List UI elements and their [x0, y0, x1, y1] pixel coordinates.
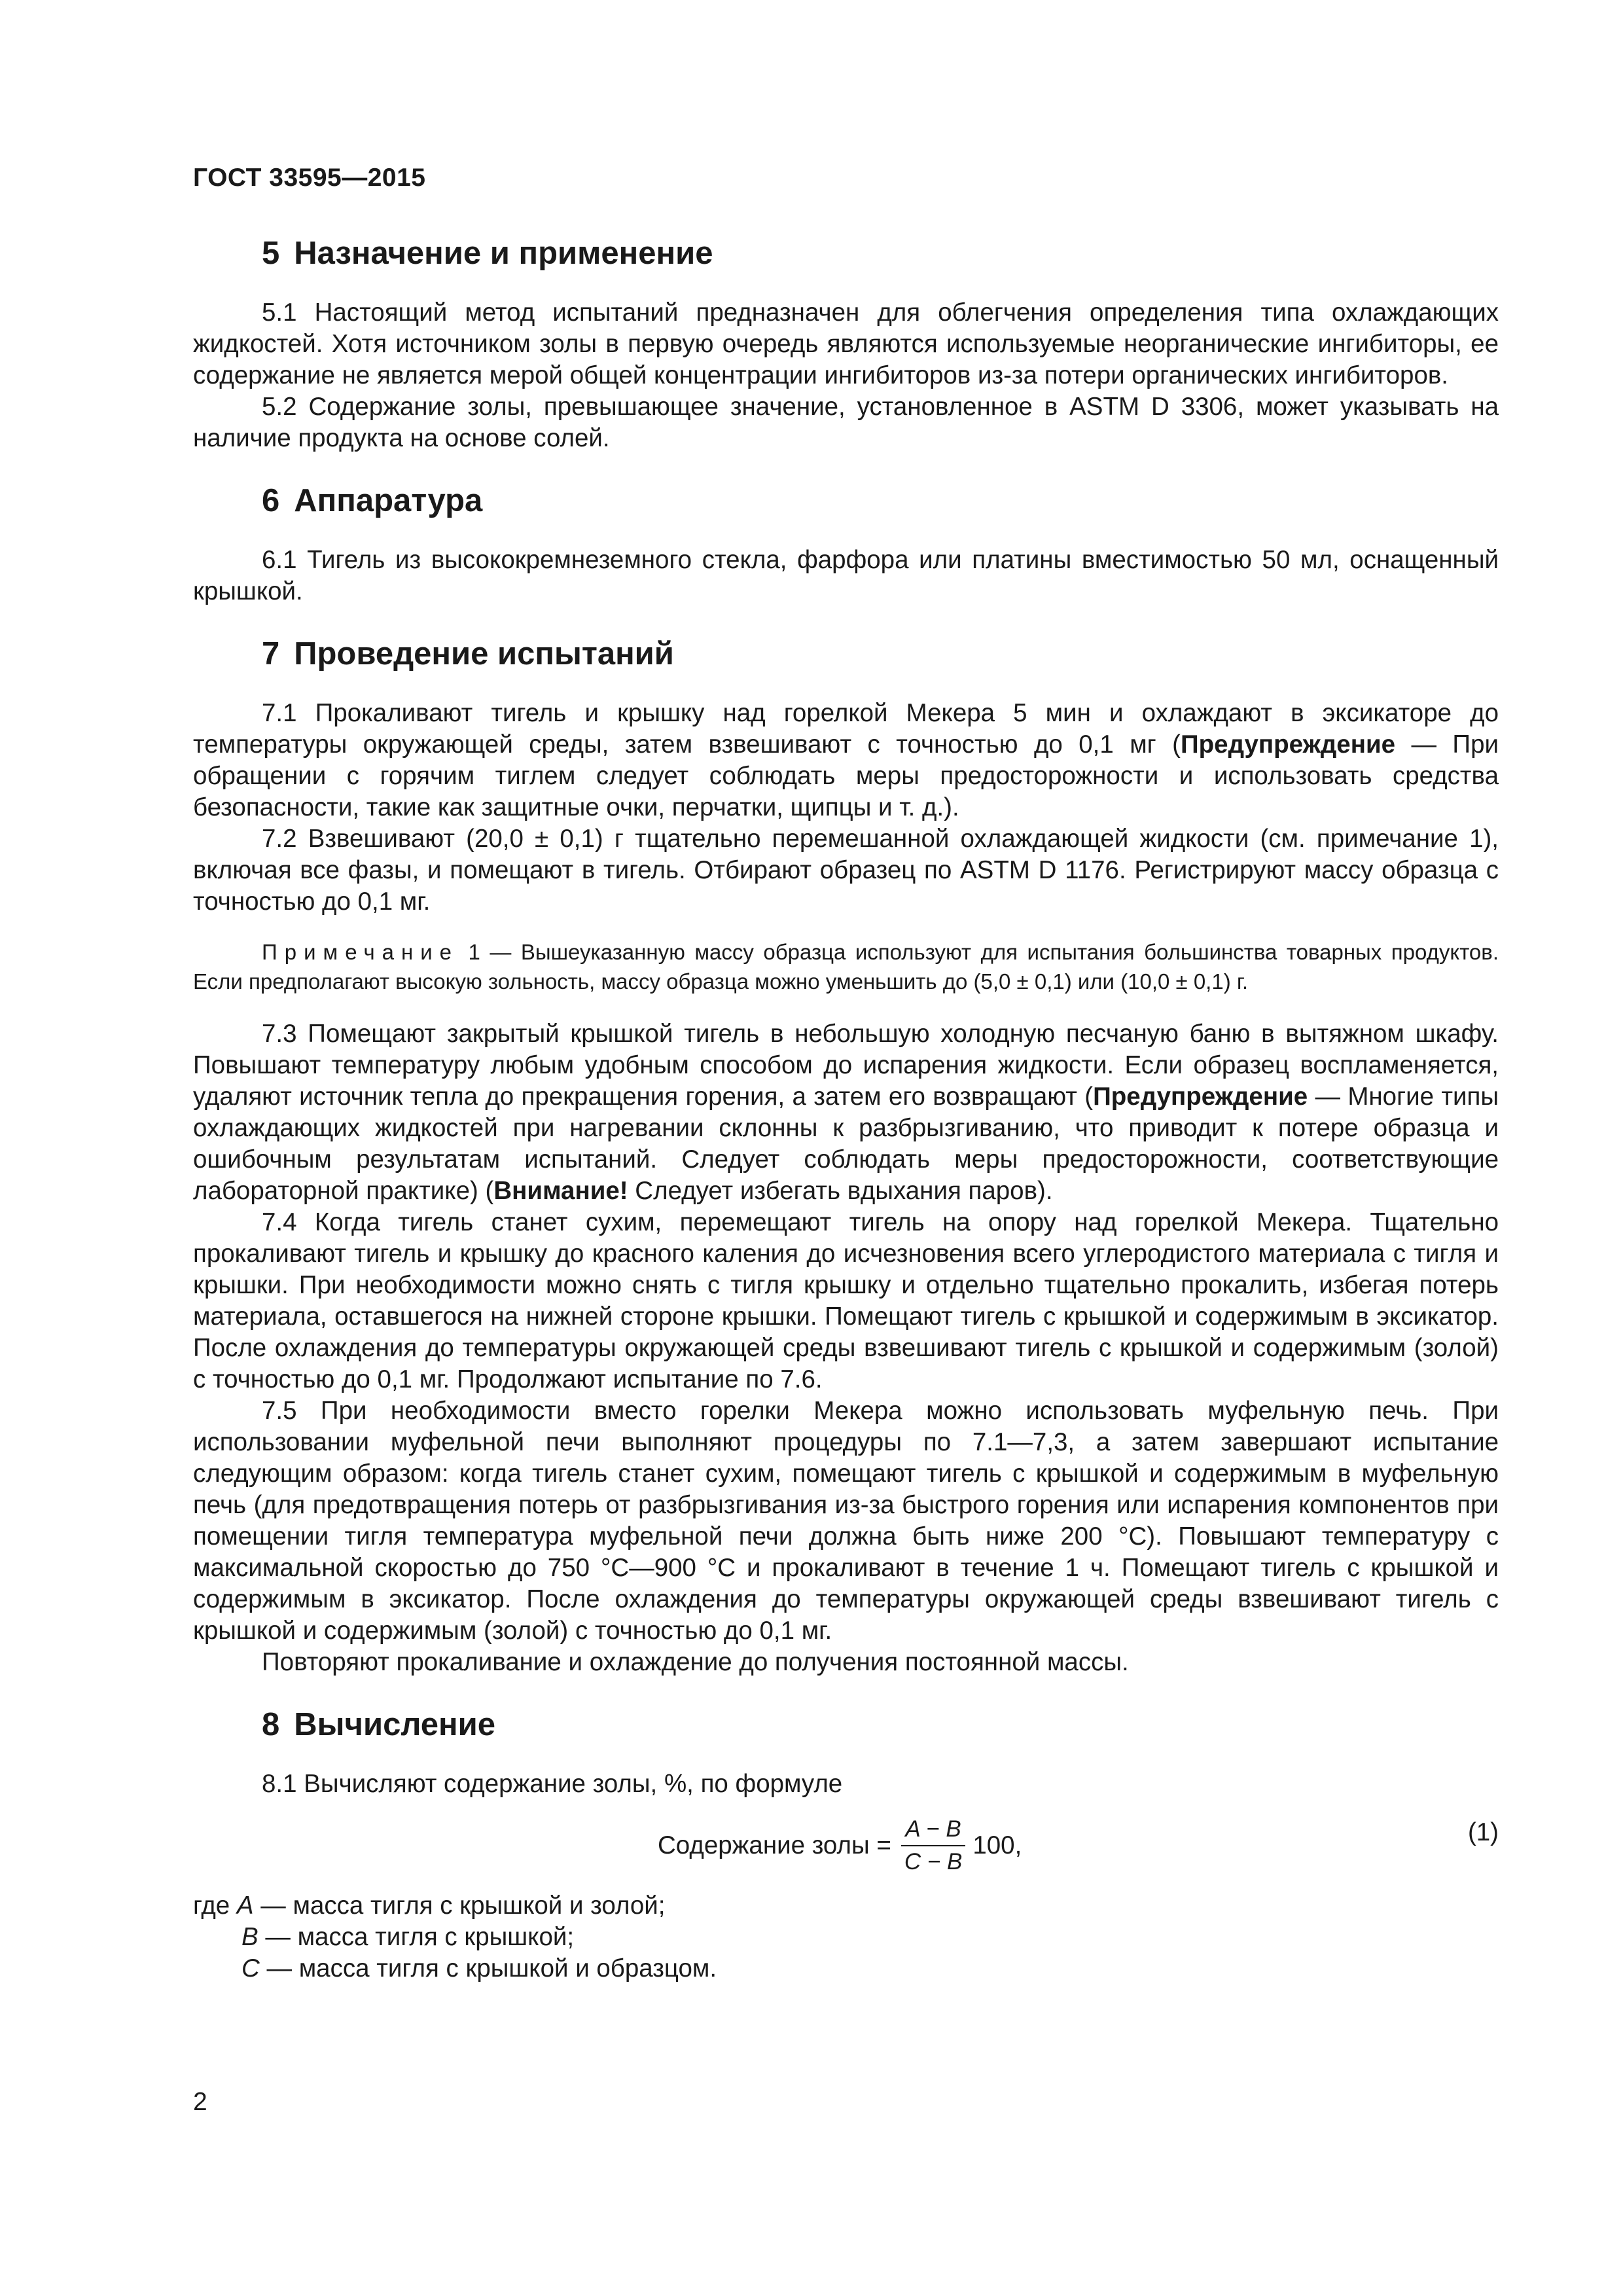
- section-number: 6: [262, 483, 280, 518]
- section-7-body-cont: [193, 1018, 1499, 1678]
- section-title: Проведение испытаний: [294, 636, 674, 672]
- formula-multiplier: 100,: [972, 1831, 1022, 1859]
- section-number: 7: [262, 636, 280, 672]
- variable-description: — масса тигля с крышкой;: [258, 1923, 575, 1951]
- variable-symbol: B: [241, 1923, 259, 1951]
- warning-label: Предупреждение: [1093, 1083, 1308, 1111]
- text-run: 7.3 Помещают закрытый крышкой тигель в небольшую холодную песчаную баню в вытяжном шкафу. Повышают температуру любым удобным способом до испарения жидкости. Если образец воспламеняется, удаляют источник тепла до прекращения горения, а затем его возвращают (: [193, 1020, 1499, 1111]
- section-7-body: [193, 698, 1499, 918]
- section-heading-7: [193, 634, 1499, 674]
- definition-c: [193, 1953, 1499, 1984]
- paragraph-7-5: 7.5 При необходимости вместо горелки Мекера можно использовать муфельную печь. При использовании муфельной печи выполняют процедуры по 7.1—7,3, а затем завершают испытание следующим образом: когда тигель станет сухим, помещают тигель с крышкой и содержимым в муфельную печь (для предотвращения потерь от разбрызгивания из-за быстрого горения или испарения компонентов при помещении тигля температура муфельной печи должна быть ниже 200 °С). Повышают температуру с максимальной скоростью до 750 °С—900 °С и прокаливают в течение 1 ч. Помещают тигель с крышкой и содержимым в эксикатор. После охлаждения до температуры окружающей среды взвешивают тигель с крышкой и содержимым (золой) с точностью до 0,1 мг.: [193, 1397, 1499, 1645]
- variable-symbol: C: [241, 1954, 260, 1982]
- formula-expression: [658, 1813, 1022, 1878]
- section-heading-5: [193, 233, 1499, 274]
- section-heading-8: [193, 1704, 1499, 1745]
- formula-fraction: [901, 1816, 967, 1875]
- note-text: 1 — Вышеуказанную массу образца используют для испытания большинства товарных продуктов. Если предполагают высокую зольность, массу образца можно уменьшить до (5,0 ± 0,1) или (10,0 ± 0,1) г.: [193, 940, 1499, 994]
- document-code: ГОСТ 33595—2015: [193, 164, 426, 192]
- attention-label: Внимание!: [493, 1177, 628, 1205]
- text-run: — При обращении с горячим тиглем следует соблюдать меры предосторожности и использовать средства безопасности, такие как защитные очки, перчатки, щипцы и т. д.).: [193, 730, 1499, 821]
- definition-b: [193, 1922, 1499, 1953]
- text-run: 7.1 Прокаливают тигель и крышку над горелкой Мекера 5 мин и охлаждают в эксикаторе до температуры окружающей среды, затем взвешивают с точностью до 0,1 мг (: [193, 699, 1499, 759]
- paragraph-6-1: 6.1 Тигель из высококремнеземного стекла, фарфора или платины вместимостью 50 мл, оснащенный крышкой.: [193, 546, 1499, 605]
- section-heading-6: [193, 480, 1499, 521]
- note-label: Примечание: [262, 940, 459, 964]
- fraction-numerator: A − B: [901, 1816, 965, 1846]
- note-1: [193, 937, 1499, 996]
- section-title: Аппаратура: [294, 483, 483, 518]
- section-number: 8: [262, 1707, 280, 1742]
- section-title: Вычисление: [294, 1707, 496, 1742]
- paragraph-5-2: 5.2 Содержание золы, превышающее значение, установленное в ASTM D 3306, может указывать на наличие продукта на основе солей.: [193, 393, 1499, 452]
- where-intro: где: [193, 1892, 237, 1920]
- paragraph-8-1: 8.1 Вычисляют содержание золы, %, по формуле: [262, 1770, 843, 1798]
- variable-description: — масса тигля с крышкой и золой;: [253, 1892, 666, 1920]
- text-run: — Многие типы охлаждающих жидкостей при нагревании склонны к разбрызгиванию, что приводит к потере образца и ошибочным результатам испытаний. Следует соблюдать меры предосторожности, соответствующие лабораторной практике) (: [193, 1083, 1499, 1205]
- paragraph-7-1: [193, 698, 1499, 823]
- paragraph-7-4: 7.4 Когда тигель станет сухим, перемещают тигель на опору над горелкой Мекера. Тщательно прокаливают тигель и крышку до красного каления до исчезновения всего углеродистого материала с тигля и крышки. При необходимости можно снять с тигля крышку и отдельно тщательно прокалить, избегая потерь материала, оставшегося на нижней стороне крышки. Помещают тигель с крышкой и содержимым в эксикатор. После охлаждения до температуры окружающей среды взвешивают тигель с крышкой и содержимым (золой) с точностью до 0,1 мг. Продолжают испытание по 7.6.: [193, 1208, 1499, 1393]
- variable-description: — масса тигля с крышкой и образцом.: [259, 1954, 717, 1982]
- page-number: 2: [193, 2088, 207, 2116]
- paragraph-7-3: [193, 1018, 1499, 1207]
- section-5-body: [193, 297, 1499, 454]
- equation-number: (1): [1467, 1818, 1499, 1846]
- section-title: Назначение и применение: [294, 236, 713, 271]
- warning-label: Предупреждение: [1180, 730, 1396, 759]
- formula-1: [193, 1809, 1499, 1881]
- definition-a: [193, 1890, 1499, 1922]
- paragraph-7-5-repeat: Повторяют прокаливание и охлаждение до получения постоянной массы.: [262, 1648, 1129, 1676]
- fraction-denominator: C − B: [904, 1849, 963, 1874]
- page-content: [193, 223, 1499, 1984]
- formula-lhs: Содержание золы =: [658, 1831, 891, 1859]
- section-number: 5: [262, 236, 280, 271]
- variable-definitions: [193, 1890, 1499, 1984]
- paragraph-5-1: 5.1 Настоящий метод испытаний предназначен для облегчения определения типа охлаждающих жидкостей. Хотя источником золы в первую очередь являются используемые неорганические ингибиторы, ее содержание не является мерой общей концентрации ингибиторов из-за потери органических ингибиторов.: [193, 298, 1499, 389]
- paragraph-7-2: 7.2 Взвешивают (20,0 ± 0,1) г тщательно перемешанной охлаждающей жидкости (см. примечание 1), включая все фазы, и помещают в тигель. Отбирают образец по ASTM D 1176. Регистрируют массу образца с точностью до 0,1 мг.: [193, 825, 1499, 916]
- section-8-body: [193, 1768, 1499, 1800]
- variable-symbol: A: [236, 1892, 254, 1920]
- text-run: Следует избегать вдыхания паров).: [628, 1177, 1053, 1205]
- section-6-body: [193, 545, 1499, 607]
